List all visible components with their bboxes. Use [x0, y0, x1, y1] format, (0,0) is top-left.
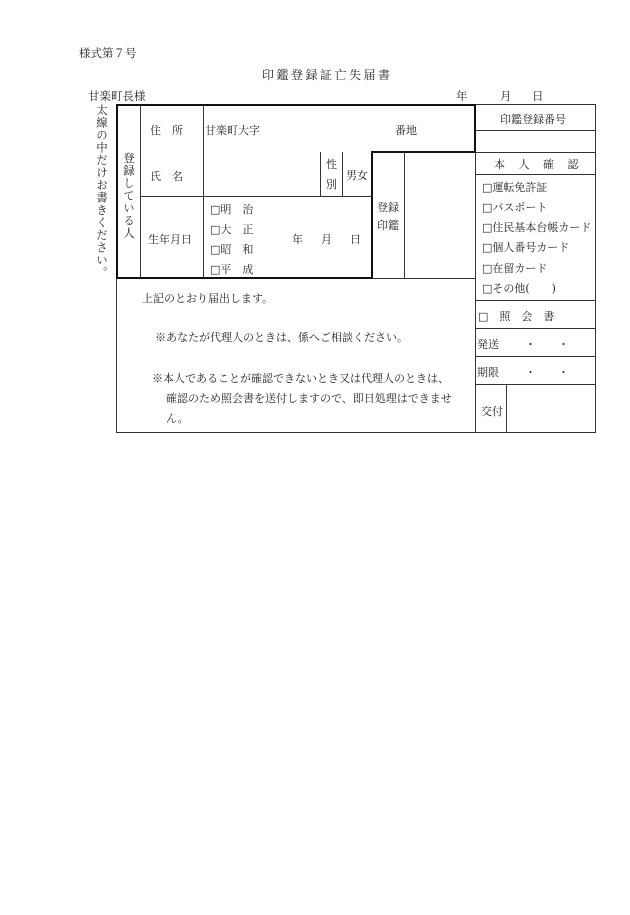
- date-month-label: 月: [500, 89, 512, 103]
- form-title: 印鑑登録証亡失届書: [262, 68, 393, 82]
- id-option-drivers-license[interactable]: □運転免許証: [482, 181, 548, 194]
- id-option-my-number-card[interactable]: □個人番号カード: [482, 241, 570, 254]
- sex-label-2: 別: [326, 178, 337, 191]
- date-day-label: 日: [532, 89, 544, 103]
- seal-label-1: 登録: [377, 201, 399, 214]
- id-option-resident-card[interactable]: □住民基本台帳カード: [482, 221, 592, 234]
- addressee: 甘楽町長様: [88, 89, 146, 103]
- seal-label-2: 印鑑: [377, 219, 399, 232]
- registration-number-field[interactable]: [477, 131, 594, 151]
- note-proxy: ※あなたが代理人のときは、係へご相談ください。: [155, 331, 408, 344]
- birth-year-label: 年: [292, 233, 303, 246]
- side-instruction: 太線の中だけお書きください。: [95, 104, 109, 279]
- era-showa-checkbox[interactable]: □昭 和: [210, 243, 254, 256]
- era-taisho-checkbox[interactable]: □大 正: [210, 223, 254, 236]
- inquiry-checkbox[interactable]: □ 照 会 書: [478, 310, 555, 323]
- era-meiji-checkbox[interactable]: □明 治: [210, 203, 254, 216]
- name-field[interactable]: [205, 153, 319, 195]
- address-suffix: 番地: [395, 124, 417, 137]
- declaration-text: 上記のとおり届出します。: [142, 292, 274, 305]
- registration-number-label: 印鑑登録番号: [500, 113, 566, 126]
- date-year-label: 年: [456, 89, 468, 103]
- deadline-date: ・ ・: [525, 366, 569, 379]
- note-verification-1: ※本人であることが確認できないとき又は代理人のときは、: [152, 372, 449, 385]
- send-date: ・ ・: [525, 338, 569, 351]
- name-label: 氏 名: [150, 170, 183, 183]
- sex-label-1: 性: [326, 158, 337, 171]
- seal-imprint-area[interactable]: [406, 153, 474, 277]
- note-verification-3: ん。: [166, 412, 189, 425]
- id-option-other[interactable]: □その他( ): [482, 282, 556, 295]
- issue-label: 交付: [481, 405, 503, 418]
- sex-options[interactable]: 男女: [346, 169, 368, 182]
- address-prefix[interactable]: 甘楽町大字: [205, 124, 260, 137]
- send-label: 発送: [477, 338, 499, 351]
- birth-label: 生年月日: [148, 233, 192, 246]
- era-heisei-checkbox[interactable]: □平 成: [210, 263, 254, 276]
- address-label: 住 所: [150, 124, 183, 137]
- note-verification-2: 確認のため照会書を送付しますので、即日処理はできませ: [166, 392, 452, 405]
- birth-month-label: 月: [321, 233, 332, 246]
- form-number: 様式第７号: [79, 46, 137, 60]
- birth-day-label: 日: [350, 233, 361, 246]
- id-option-residence-card[interactable]: □在留カード: [482, 262, 548, 275]
- registrant-label: 登録している人: [122, 152, 136, 240]
- deadline-label: 期限: [477, 366, 499, 379]
- id-option-passport[interactable]: □パスポート: [482, 201, 548, 214]
- id-check-title: 本 人 確 認: [494, 158, 584, 171]
